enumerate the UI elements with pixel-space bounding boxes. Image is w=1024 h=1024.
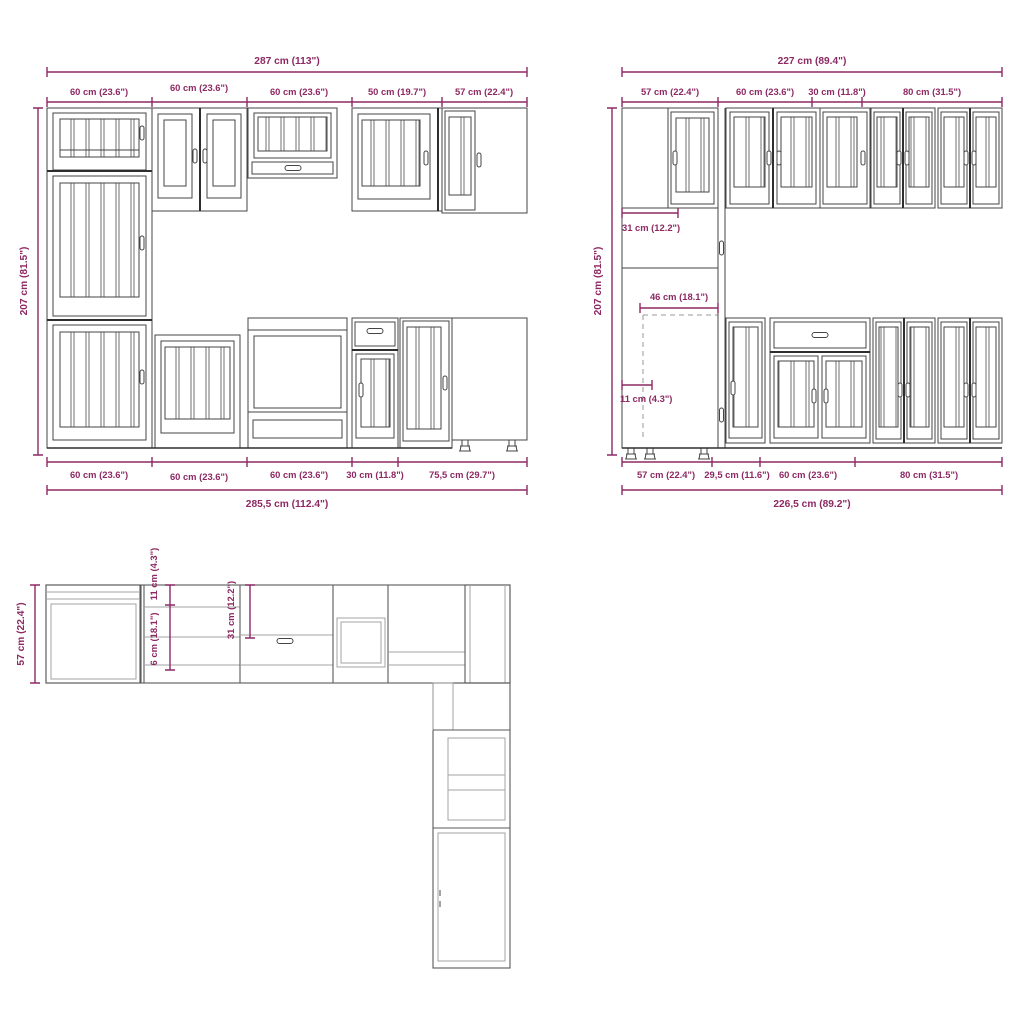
dim-top-seg-3: 60 cm (23.6") [269, 86, 329, 97]
wall-cabinet-50 [352, 108, 442, 211]
wall-cabinet-30 [820, 108, 870, 208]
dim-bottom-seg-3: 60 cm (23.6") [269, 469, 329, 480]
dim-base-run-depth: 6 cm (18.1") [148, 612, 159, 666]
dim-wall-cabinet-depth: 31 cm (12.2") [225, 580, 236, 640]
dim-top-seg-4: 50 cm (19.7") [367, 86, 427, 97]
wall-corner-cabinet [442, 108, 527, 213]
wall-cabinet-double-60 [726, 108, 820, 208]
dim-top-seg-4: 80 cm (31.5") [902, 86, 962, 97]
adjustable-foot [698, 448, 710, 459]
adjustable-foot [625, 448, 637, 459]
filler-panel [718, 108, 725, 448]
wall-cabinet-double-80b [938, 108, 1002, 208]
dim-plinth-recess: 11 cm (4.3") [620, 393, 673, 404]
plan-l-leg [433, 683, 510, 968]
dim-top-seg-2: 60 cm (23.6") [169, 82, 229, 93]
dim-bottom-seg-4: 30 cm (11.8") [346, 469, 404, 480]
adjustable-foot [459, 440, 471, 451]
front-view-right-cabinets [622, 108, 1002, 459]
adjustable-foot [506, 440, 518, 451]
wall-cabinet-double-door [152, 108, 247, 211]
dim-bottom-seg-1: 57 cm (22.4") [636, 469, 696, 480]
dim-height-left: 207 cm (81.5") [593, 246, 604, 316]
wall-cabinet-double-80a [871, 108, 935, 208]
dim-overall-width-top: 287 cm (113") [254, 56, 320, 67]
dim-bottom-seg-5: 75,5 cm (29.7") [429, 469, 495, 480]
dim-upper-depth: 31 cm (12.2") [622, 222, 681, 233]
base-cabinet-295 [726, 318, 765, 443]
dim-bottom-seg-2: 29,5 cm (11.6") [704, 469, 770, 480]
dim-bottom-seg-4: 80 cm (31.5") [899, 469, 959, 480]
dim-bottom-seg-2: 60 cm (23.6") [169, 471, 229, 482]
tall-column-cabinet [622, 108, 718, 459]
base-cabinet-single-door [400, 318, 452, 448]
dim-overall-width-bottom: 285,5 cm (112.4") [245, 499, 329, 510]
dim-top-seg-1: 57 cm (22.4") [640, 86, 700, 97]
dim-bottom-seg-1: 60 cm (23.6") [69, 469, 129, 480]
base-cabinet-drawer-doors [770, 318, 870, 443]
base-cabinet-double-80a [873, 318, 935, 443]
dim-top-seg-2: 60 cm (23.6") [735, 86, 795, 97]
base-cabinet-double-80b [938, 318, 1002, 443]
front-view-left [19, 56, 527, 510]
dim-overall-width-top: 227 cm (89.4") [777, 56, 847, 67]
tall-cabinet [47, 108, 152, 448]
oven-housing-cabinet [248, 318, 347, 448]
dim-bottom-seg-3: 60 cm (23.6") [778, 469, 838, 480]
plan-view-outline [46, 585, 510, 968]
wall-cabinet-short [248, 108, 337, 178]
front-view-left-cabinets [47, 108, 527, 451]
front-view-right [593, 56, 1002, 510]
dim-top-seg-3: 30 cm (11.8") [808, 86, 866, 97]
plan-view [16, 548, 510, 968]
dim-top-seg-1: 60 cm (23.6") [69, 86, 129, 97]
base-cabinet-door [155, 335, 240, 448]
dim-worktop-gap: 11 cm (4.3") [148, 547, 159, 601]
dim-base-depth: 46 cm (18.1") [649, 291, 709, 302]
dim-height-left: 207 cm (81.5") [19, 246, 30, 316]
dim-counter-depth: 57 cm (22.4") [16, 602, 27, 666]
base-drawer-unit [352, 318, 398, 448]
dim-overall-width-bottom: 226,5 cm (89.2") [773, 499, 851, 510]
adjustable-foot [644, 448, 656, 459]
dim-top-seg-5: 57 cm (22.4") [454, 86, 514, 97]
base-corner-cabinet [452, 318, 527, 451]
